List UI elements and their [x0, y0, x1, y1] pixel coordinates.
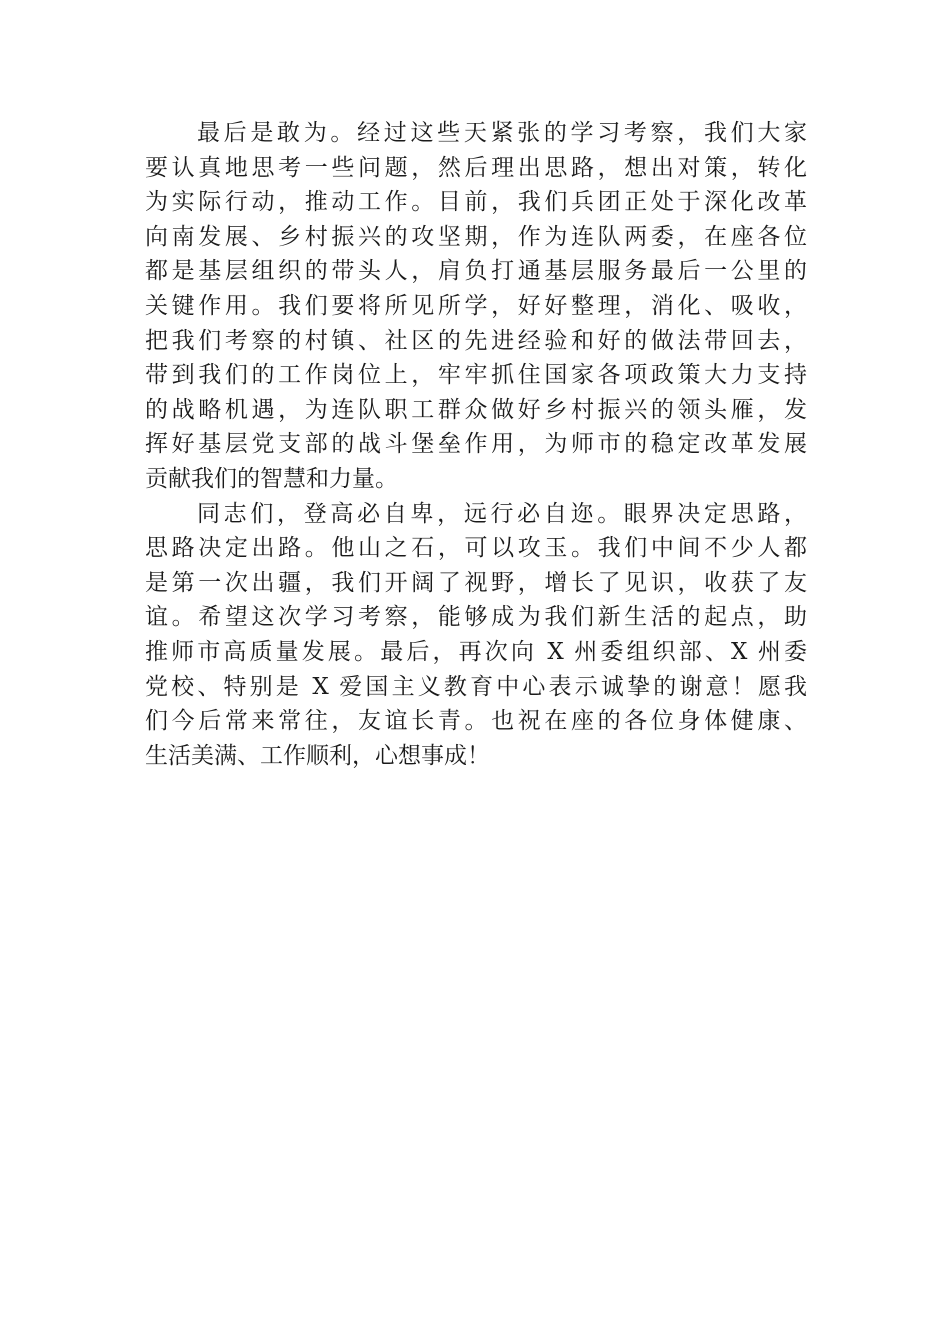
text-line: 思路决定出路。他山之石，可以攻玉。我们中间不少人都 — [145, 535, 807, 562]
text-line: 带到我们的工作岗位上，牢牢抓住国家各项政策大力支持 — [145, 362, 807, 389]
text-line: 谊。希望这次学习考察，能够成为我们新生活的起点，助 — [145, 604, 807, 631]
paragraph — [145, 116, 807, 497]
text-line: 的战略机遇，为连队职工群众做好乡村振兴的领头雁，发 — [145, 396, 807, 423]
text-line: 们今后常来常往，友谊长青。也祝在座的各位身体健康、 — [145, 708, 807, 735]
text-line: 贡献我们的智慧和力量。 — [145, 465, 398, 492]
text-line: 要认真地思考一些问题，然后理出思路，想出对策，转化 — [145, 154, 807, 181]
text-line: 把我们考察的村镇、社区的先进经验和好的做法带回去， — [145, 327, 807, 354]
text-line: 都是基层组织的带头人，肩负打通基层服务最后一公里的 — [145, 258, 807, 285]
text-line: 为实际行动，推动工作。目前，我们兵团正处于深化改革 — [145, 189, 807, 216]
paragraph — [145, 497, 807, 774]
text-line: 是第一次出疆，我们开阔了视野，增长了见识，收获了友 — [145, 569, 807, 596]
text-line: 同志们，登高必自卑，远行必自迩。眼界决定思路， — [197, 500, 807, 527]
text-line: 党校、特别是 X 爱国主义教育中心表示诚挚的谢意！愿我 — [145, 673, 807, 700]
text-line: 关键作用。我们要将所见所学，好好整理，消化、吸收， — [145, 292, 807, 319]
text-line: 生活美满、工作顺利，心想事成！ — [145, 742, 490, 769]
text-line: 推师市高质量发展。最后，再次向 X 州委组织部、X 州委 — [145, 638, 807, 665]
text-line: 最后是敢为。经过这些天紧张的学习考察，我们大家 — [197, 120, 807, 146]
text-line: 挥好基层党支部的战斗堡垒作用，为师市的稳定改革发展 — [145, 431, 807, 458]
document-body — [145, 116, 807, 773]
text-line: 向南发展、乡村振兴的攻坚期，作为连队两委，在座各位 — [145, 223, 807, 250]
